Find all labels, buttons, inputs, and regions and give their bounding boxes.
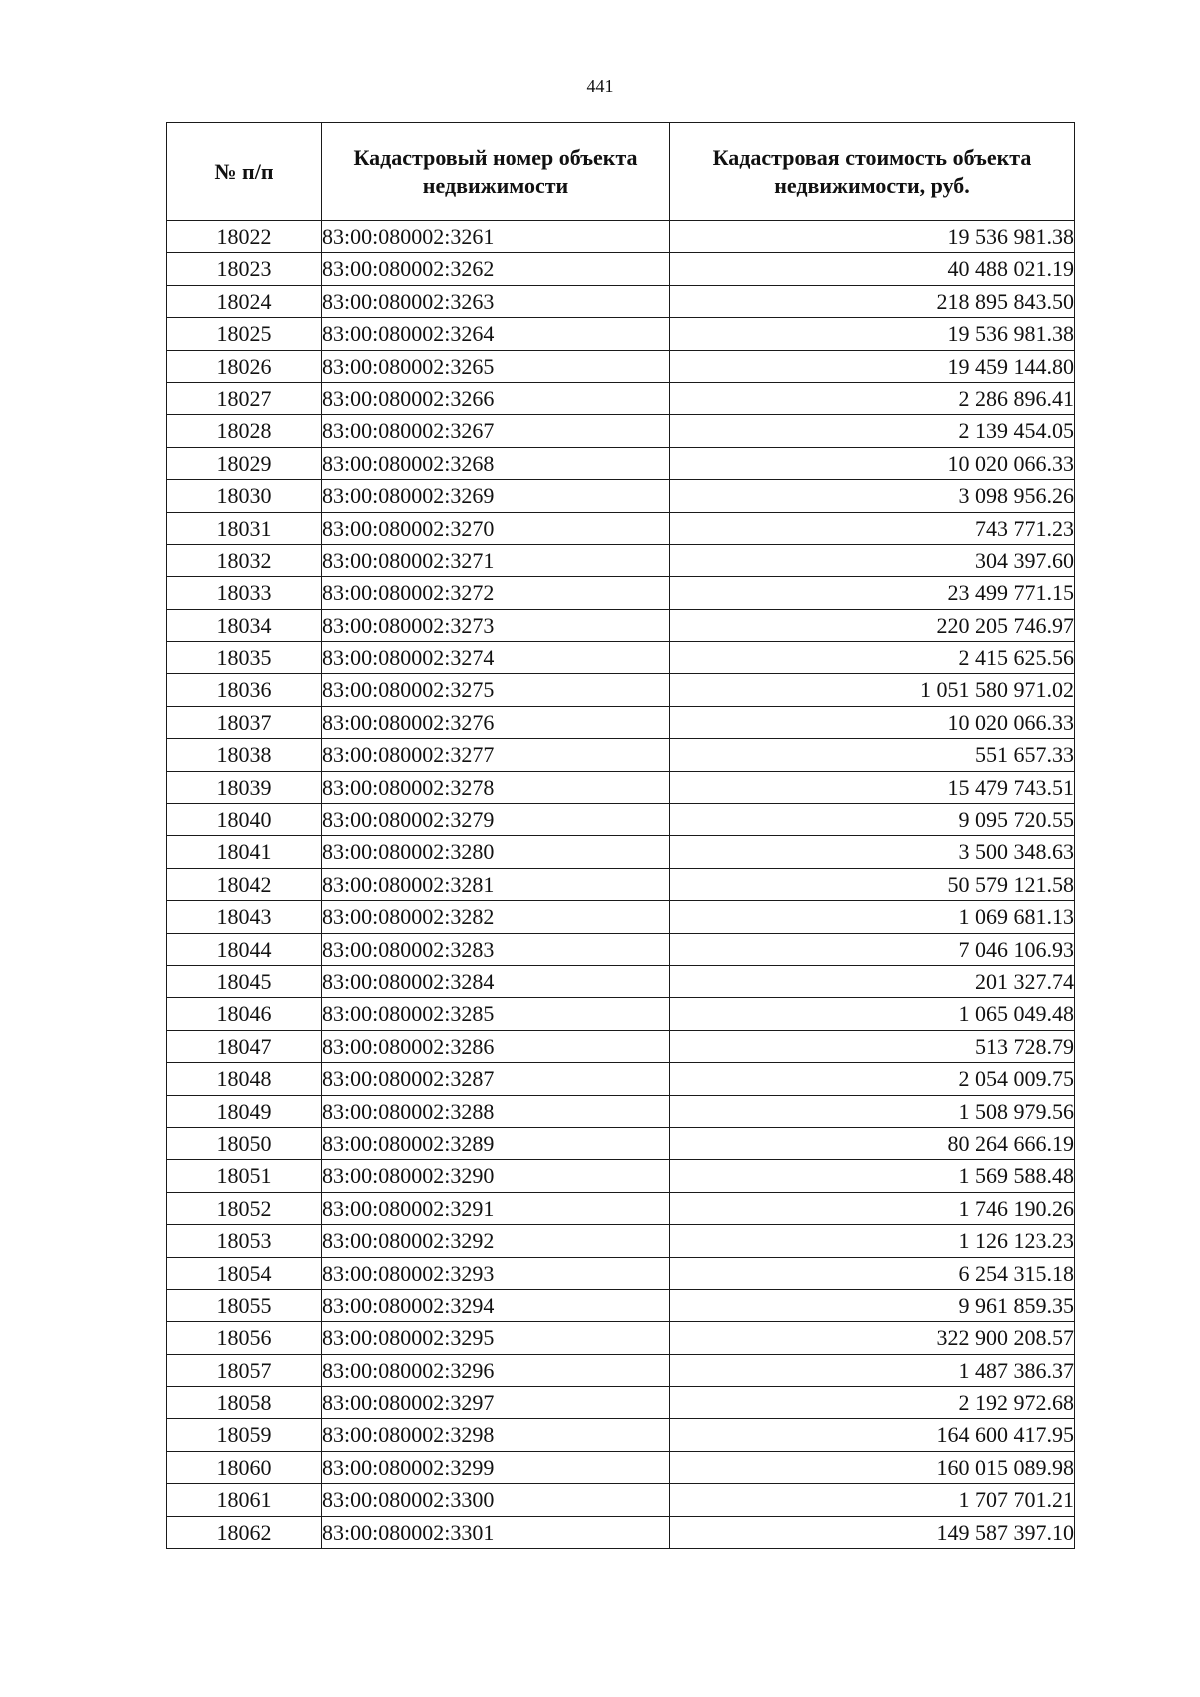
cadastral-number-cell: 83:00:080002:3299 xyxy=(322,1451,670,1483)
row-number-cell: 18033 xyxy=(167,577,322,609)
cadastral-number-cell: 83:00:080002:3286 xyxy=(322,1030,670,1062)
header-cadastral-number: Кадастровый номер объекта недвижимости xyxy=(322,123,670,221)
table-row xyxy=(167,221,1075,253)
row-number-cell: 18038 xyxy=(167,739,322,771)
cadastral-value-cell: 19 536 981.38 xyxy=(670,221,1075,253)
cadastral-value-cell: 218 895 843.50 xyxy=(670,285,1075,317)
header-cadastral-value: Кадастровая стоимость объекта недвижимости, руб. xyxy=(670,123,1075,221)
cadastral-value-cell: 2 286 896.41 xyxy=(670,382,1075,414)
row-number-cell: 18028 xyxy=(167,415,322,447)
cadastral-value-cell: 304 397.60 xyxy=(670,544,1075,576)
row-number-cell: 18061 xyxy=(167,1484,322,1516)
cadastral-value-cell: 1 508 979.56 xyxy=(670,1095,1075,1127)
row-number-cell: 18035 xyxy=(167,642,322,674)
table-row xyxy=(167,1354,1075,1386)
cadastral-number-cell: 83:00:080002:3265 xyxy=(322,350,670,382)
row-number-cell: 18023 xyxy=(167,253,322,285)
cadastral-number-cell: 83:00:080002:3288 xyxy=(322,1095,670,1127)
cadastral-number-cell: 83:00:080002:3268 xyxy=(322,447,670,479)
cadastral-number-cell: 83:00:080002:3281 xyxy=(322,868,670,900)
table-row xyxy=(167,1095,1075,1127)
cadastral-number-cell: 83:00:080002:3295 xyxy=(322,1322,670,1354)
table-row xyxy=(167,577,1075,609)
cadastral-value-cell: 743 771.23 xyxy=(670,512,1075,544)
cadastral-value-cell: 10 020 066.33 xyxy=(670,706,1075,738)
table-row xyxy=(167,804,1075,836)
cadastral-number-cell: 83:00:080002:3296 xyxy=(322,1354,670,1386)
row-number-cell: 18051 xyxy=(167,1160,322,1192)
cadastral-value-cell: 50 579 121.58 xyxy=(670,868,1075,900)
cadastral-value-cell: 6 254 315.18 xyxy=(670,1257,1075,1289)
cadastral-number-cell: 83:00:080002:3280 xyxy=(322,836,670,868)
row-number-cell: 18053 xyxy=(167,1225,322,1257)
table-row xyxy=(167,1063,1075,1095)
cadastral-number-cell: 83:00:080002:3285 xyxy=(322,998,670,1030)
table-row xyxy=(167,350,1075,382)
table-row xyxy=(167,1484,1075,1516)
cadastral-number-cell: 83:00:080002:3267 xyxy=(322,415,670,447)
table-row xyxy=(167,253,1075,285)
row-number-cell: 18054 xyxy=(167,1257,322,1289)
table-row xyxy=(167,739,1075,771)
row-number-cell: 18034 xyxy=(167,609,322,641)
cadastral-value-cell: 1 569 588.48 xyxy=(670,1160,1075,1192)
table-row xyxy=(167,771,1075,803)
table-row xyxy=(167,1225,1075,1257)
cadastral-number-cell: 83:00:080002:3292 xyxy=(322,1225,670,1257)
table-row xyxy=(167,1451,1075,1483)
cadastral-value-cell: 3 098 956.26 xyxy=(670,480,1075,512)
cadastral-value-cell: 1 746 190.26 xyxy=(670,1192,1075,1224)
cadastral-number-cell: 83:00:080002:3277 xyxy=(322,739,670,771)
cadastral-value-cell: 322 900 208.57 xyxy=(670,1322,1075,1354)
table-row xyxy=(167,965,1075,997)
table-row xyxy=(167,998,1075,1030)
cadastral-value-cell: 551 657.33 xyxy=(670,739,1075,771)
cadastral-value-cell: 9 961 859.35 xyxy=(670,1289,1075,1321)
table-row xyxy=(167,901,1075,933)
cadastral-value-cell: 1 069 681.13 xyxy=(670,901,1075,933)
cadastral-value-cell: 160 015 089.98 xyxy=(670,1451,1075,1483)
table-row xyxy=(167,1127,1075,1159)
row-number-cell: 18025 xyxy=(167,318,322,350)
row-number-cell: 18029 xyxy=(167,447,322,479)
row-number-cell: 18041 xyxy=(167,836,322,868)
cadastral-value-cell: 1 126 123.23 xyxy=(670,1225,1075,1257)
table-row xyxy=(167,1322,1075,1354)
row-number-cell: 18062 xyxy=(167,1516,322,1548)
row-number-cell: 18044 xyxy=(167,933,322,965)
cadastral-value-table xyxy=(166,122,1075,1549)
row-number-cell: 18022 xyxy=(167,221,322,253)
table-row xyxy=(167,868,1075,900)
cadastral-number-cell: 83:00:080002:3283 xyxy=(322,933,670,965)
cadastral-value-cell: 1 707 701.21 xyxy=(670,1484,1075,1516)
cadastral-number-cell: 83:00:080002:3272 xyxy=(322,577,670,609)
cadastral-value-cell: 80 264 666.19 xyxy=(670,1127,1075,1159)
table-row xyxy=(167,706,1075,738)
table-row xyxy=(167,415,1075,447)
cadastral-number-cell: 83:00:080002:3269 xyxy=(322,480,670,512)
row-number-cell: 18047 xyxy=(167,1030,322,1062)
row-number-cell: 18036 xyxy=(167,674,322,706)
cadastral-number-cell: 83:00:080002:3282 xyxy=(322,901,670,933)
row-number-cell: 18040 xyxy=(167,804,322,836)
cadastral-value-cell: 2 139 454.05 xyxy=(670,415,1075,447)
table-row xyxy=(167,1516,1075,1548)
page-number: 441 xyxy=(586,76,614,96)
cadastral-value-cell: 10 020 066.33 xyxy=(670,447,1075,479)
cadastral-number-cell: 83:00:080002:3276 xyxy=(322,706,670,738)
row-number-cell: 18060 xyxy=(167,1451,322,1483)
cadastral-value-cell: 201 327.74 xyxy=(670,965,1075,997)
cadastral-value-cell: 2 192 972.68 xyxy=(670,1387,1075,1419)
table-row xyxy=(167,674,1075,706)
cadastral-number-cell: 83:00:080002:3261 xyxy=(322,221,670,253)
row-number-cell: 18050 xyxy=(167,1127,322,1159)
cadastral-value-cell: 40 488 021.19 xyxy=(670,253,1075,285)
cadastral-number-cell: 83:00:080002:3294 xyxy=(322,1289,670,1321)
table-row xyxy=(167,544,1075,576)
row-number-cell: 18046 xyxy=(167,998,322,1030)
cadastral-value-cell: 220 205 746.97 xyxy=(670,609,1075,641)
table-row xyxy=(167,933,1075,965)
row-number-cell: 18059 xyxy=(167,1419,322,1451)
cadastral-number-cell: 83:00:080002:3275 xyxy=(322,674,670,706)
table-row xyxy=(167,382,1075,414)
cadastral-value-cell: 1 065 049.48 xyxy=(670,998,1075,1030)
cadastral-value-cell: 7 046 106.93 xyxy=(670,933,1075,965)
table-row xyxy=(167,642,1075,674)
table-row xyxy=(167,318,1075,350)
cadastral-number-cell: 83:00:080002:3274 xyxy=(322,642,670,674)
cadastral-number-cell: 83:00:080002:3270 xyxy=(322,512,670,544)
table-body xyxy=(167,221,1075,1549)
row-number-cell: 18031 xyxy=(167,512,322,544)
cadastral-number-cell: 83:00:080002:3298 xyxy=(322,1419,670,1451)
cadastral-value-cell: 1 051 580 971.02 xyxy=(670,674,1075,706)
row-number-cell: 18039 xyxy=(167,771,322,803)
header-row-number: № п/п xyxy=(167,123,322,221)
cadastral-number-cell: 83:00:080002:3264 xyxy=(322,318,670,350)
table-row xyxy=(167,609,1075,641)
cadastral-number-cell: 83:00:080002:3271 xyxy=(322,544,670,576)
table-row xyxy=(167,1419,1075,1451)
row-number-cell: 18042 xyxy=(167,868,322,900)
table-row xyxy=(167,1257,1075,1289)
table-header-row xyxy=(167,123,1075,221)
row-number-cell: 18037 xyxy=(167,706,322,738)
cadastral-value-cell: 9 095 720.55 xyxy=(670,804,1075,836)
row-number-cell: 18032 xyxy=(167,544,322,576)
cadastral-number-cell: 83:00:080002:3293 xyxy=(322,1257,670,1289)
table-row xyxy=(167,447,1075,479)
row-number-cell: 18057 xyxy=(167,1354,322,1386)
cadastral-number-cell: 83:00:080002:3287 xyxy=(322,1063,670,1095)
cadastral-number-cell: 83:00:080002:3263 xyxy=(322,285,670,317)
cadastral-value-cell: 19 536 981.38 xyxy=(670,318,1075,350)
row-number-cell: 18030 xyxy=(167,480,322,512)
cadastral-value-cell: 1 487 386.37 xyxy=(670,1354,1075,1386)
cadastral-number-cell: 83:00:080002:3279 xyxy=(322,804,670,836)
cadastral-number-cell: 83:00:080002:3262 xyxy=(322,253,670,285)
cadastral-value-cell: 15 479 743.51 xyxy=(670,771,1075,803)
cadastral-number-cell: 83:00:080002:3297 xyxy=(322,1387,670,1419)
row-number-cell: 18045 xyxy=(167,965,322,997)
cadastral-number-cell: 83:00:080002:3273 xyxy=(322,609,670,641)
table-row xyxy=(167,480,1075,512)
row-number-cell: 18049 xyxy=(167,1095,322,1127)
cadastral-number-cell: 83:00:080002:3289 xyxy=(322,1127,670,1159)
cadastral-value-cell: 2 054 009.75 xyxy=(670,1063,1075,1095)
row-number-cell: 18052 xyxy=(167,1192,322,1224)
cadastral-number-cell: 83:00:080002:3290 xyxy=(322,1160,670,1192)
cadastral-number-cell: 83:00:080002:3300 xyxy=(322,1484,670,1516)
cadastral-value-cell: 149 587 397.10 xyxy=(670,1516,1075,1548)
table-row xyxy=(167,1160,1075,1192)
cadastral-value-cell: 164 600 417.95 xyxy=(670,1419,1075,1451)
row-number-cell: 18058 xyxy=(167,1387,322,1419)
row-number-cell: 18027 xyxy=(167,382,322,414)
row-number-cell: 18026 xyxy=(167,350,322,382)
table-row xyxy=(167,1192,1075,1224)
cadastral-number-cell: 83:00:080002:3284 xyxy=(322,965,670,997)
table-row xyxy=(167,836,1075,868)
row-number-cell: 18043 xyxy=(167,901,322,933)
cadastral-value-cell: 513 728.79 xyxy=(670,1030,1075,1062)
row-number-cell: 18024 xyxy=(167,285,322,317)
table-row xyxy=(167,285,1075,317)
cadastral-number-cell: 83:00:080002:3278 xyxy=(322,771,670,803)
cadastral-number-cell: 83:00:080002:3266 xyxy=(322,382,670,414)
table-row xyxy=(167,1387,1075,1419)
cadastral-value-cell: 19 459 144.80 xyxy=(670,350,1075,382)
cadastral-value-cell: 3 500 348.63 xyxy=(670,836,1075,868)
table-row xyxy=(167,512,1075,544)
cadastral-number-cell: 83:00:080002:3301 xyxy=(322,1516,670,1548)
row-number-cell: 18056 xyxy=(167,1322,322,1354)
cadastral-number-cell: 83:00:080002:3291 xyxy=(322,1192,670,1224)
cadastral-value-cell: 23 499 771.15 xyxy=(670,577,1075,609)
table-row xyxy=(167,1030,1075,1062)
row-number-cell: 18055 xyxy=(167,1289,322,1321)
cadastral-value-cell: 2 415 625.56 xyxy=(670,642,1075,674)
table-row xyxy=(167,1289,1075,1321)
row-number-cell: 18048 xyxy=(167,1063,322,1095)
